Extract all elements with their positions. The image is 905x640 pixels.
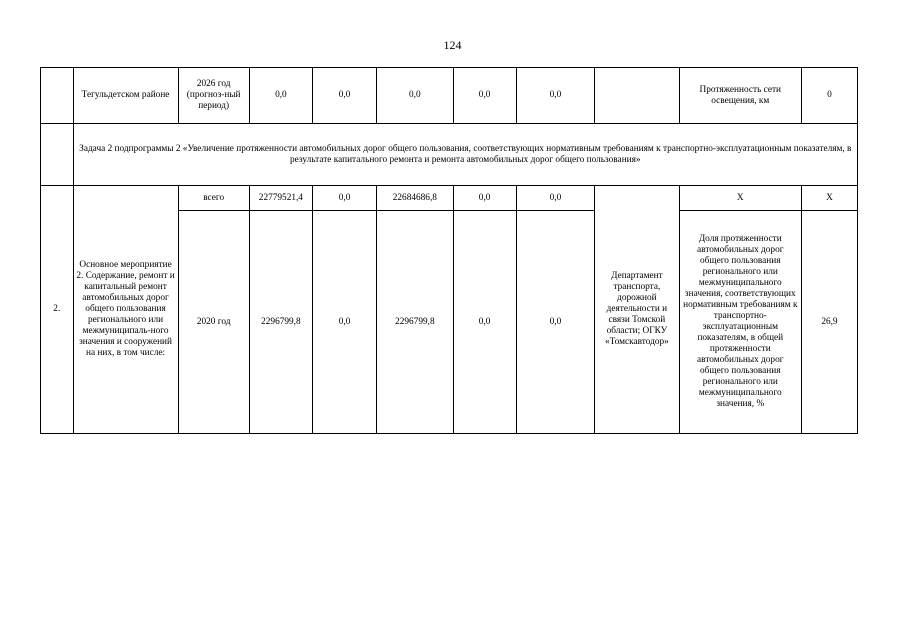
indicator-value-cell: Х <box>801 186 857 211</box>
amount-cell: 0,0 <box>312 68 376 124</box>
event-cell: Основное мероприятие 2. Содержание, ремонт и капитальный ремонт автомобильных дорог общего пользования регионального или межмуниципаль-ного значения и сооружений на них, в том числе: <box>73 186 178 434</box>
event-cell: Тегульдетском районе <box>73 68 178 124</box>
amount-cell: 0,0 <box>516 186 594 211</box>
year-cell: 2020 год <box>178 211 249 434</box>
amount-cell: 0,0 <box>453 211 516 434</box>
amount-cell: 0,0 <box>516 211 594 434</box>
indicator-cell: Протяженность сети освещения, км <box>679 68 801 124</box>
executor-cell <box>595 68 680 124</box>
amount-cell: 22684686,8 <box>377 186 453 211</box>
year-cell: 2026 год (прогноз-ный период) <box>178 68 249 124</box>
amount-cell: 0,0 <box>312 186 376 211</box>
amount-cell: 22779521,4 <box>249 186 312 211</box>
table-row <box>41 186 858 211</box>
indicator-value-cell: 0 <box>801 68 857 124</box>
year-cell: всего <box>178 186 249 211</box>
amount-cell: 0,0 <box>453 186 516 211</box>
indicator-cell: Доля протяженности автомобильных дорог общего пользования регионального или межмуниципального значения, соответствующих нормативным требованиям к транспортно-эксплуатационным показателям, в общей протяженности автомобильных дорог общего пользования регионального или межмуниципального значения, % <box>679 211 801 434</box>
amount-cell: 2296799,8 <box>249 211 312 434</box>
row-number-cell <box>41 68 74 124</box>
amount-cell: 0,0 <box>453 68 516 124</box>
table-row <box>41 68 858 124</box>
amount-cell: 0,0 <box>249 68 312 124</box>
page-number: 124 <box>443 38 462 52</box>
executor-cell: Департамент транспорта, дорожной деятельности и связи Томской области; ОГКУ «Томскавтодор» <box>595 186 680 434</box>
indicator-value-cell: 26,9 <box>801 211 857 434</box>
task-row <box>41 124 858 186</box>
row-number-cell: 2. <box>41 186 74 434</box>
amount-cell: 2296799,8 <box>377 211 453 434</box>
indicator-cell: Х <box>679 186 801 211</box>
task-heading: Задача 2 подпрограммы 2 «Увеличение протяженности автомобильных дорог общего пользования, соответствующих нормативным требованиям к транспортно-эксплуатационным показателям, в результате капитального ремонта и ремонта автомобильных дорог общего пользования» <box>73 124 857 186</box>
amount-cell: 0,0 <box>312 211 376 434</box>
row-number-cell <box>41 124 74 186</box>
amount-cell: 0,0 <box>516 68 594 124</box>
amount-cell: 0,0 <box>377 68 453 124</box>
program-table <box>40 67 858 434</box>
